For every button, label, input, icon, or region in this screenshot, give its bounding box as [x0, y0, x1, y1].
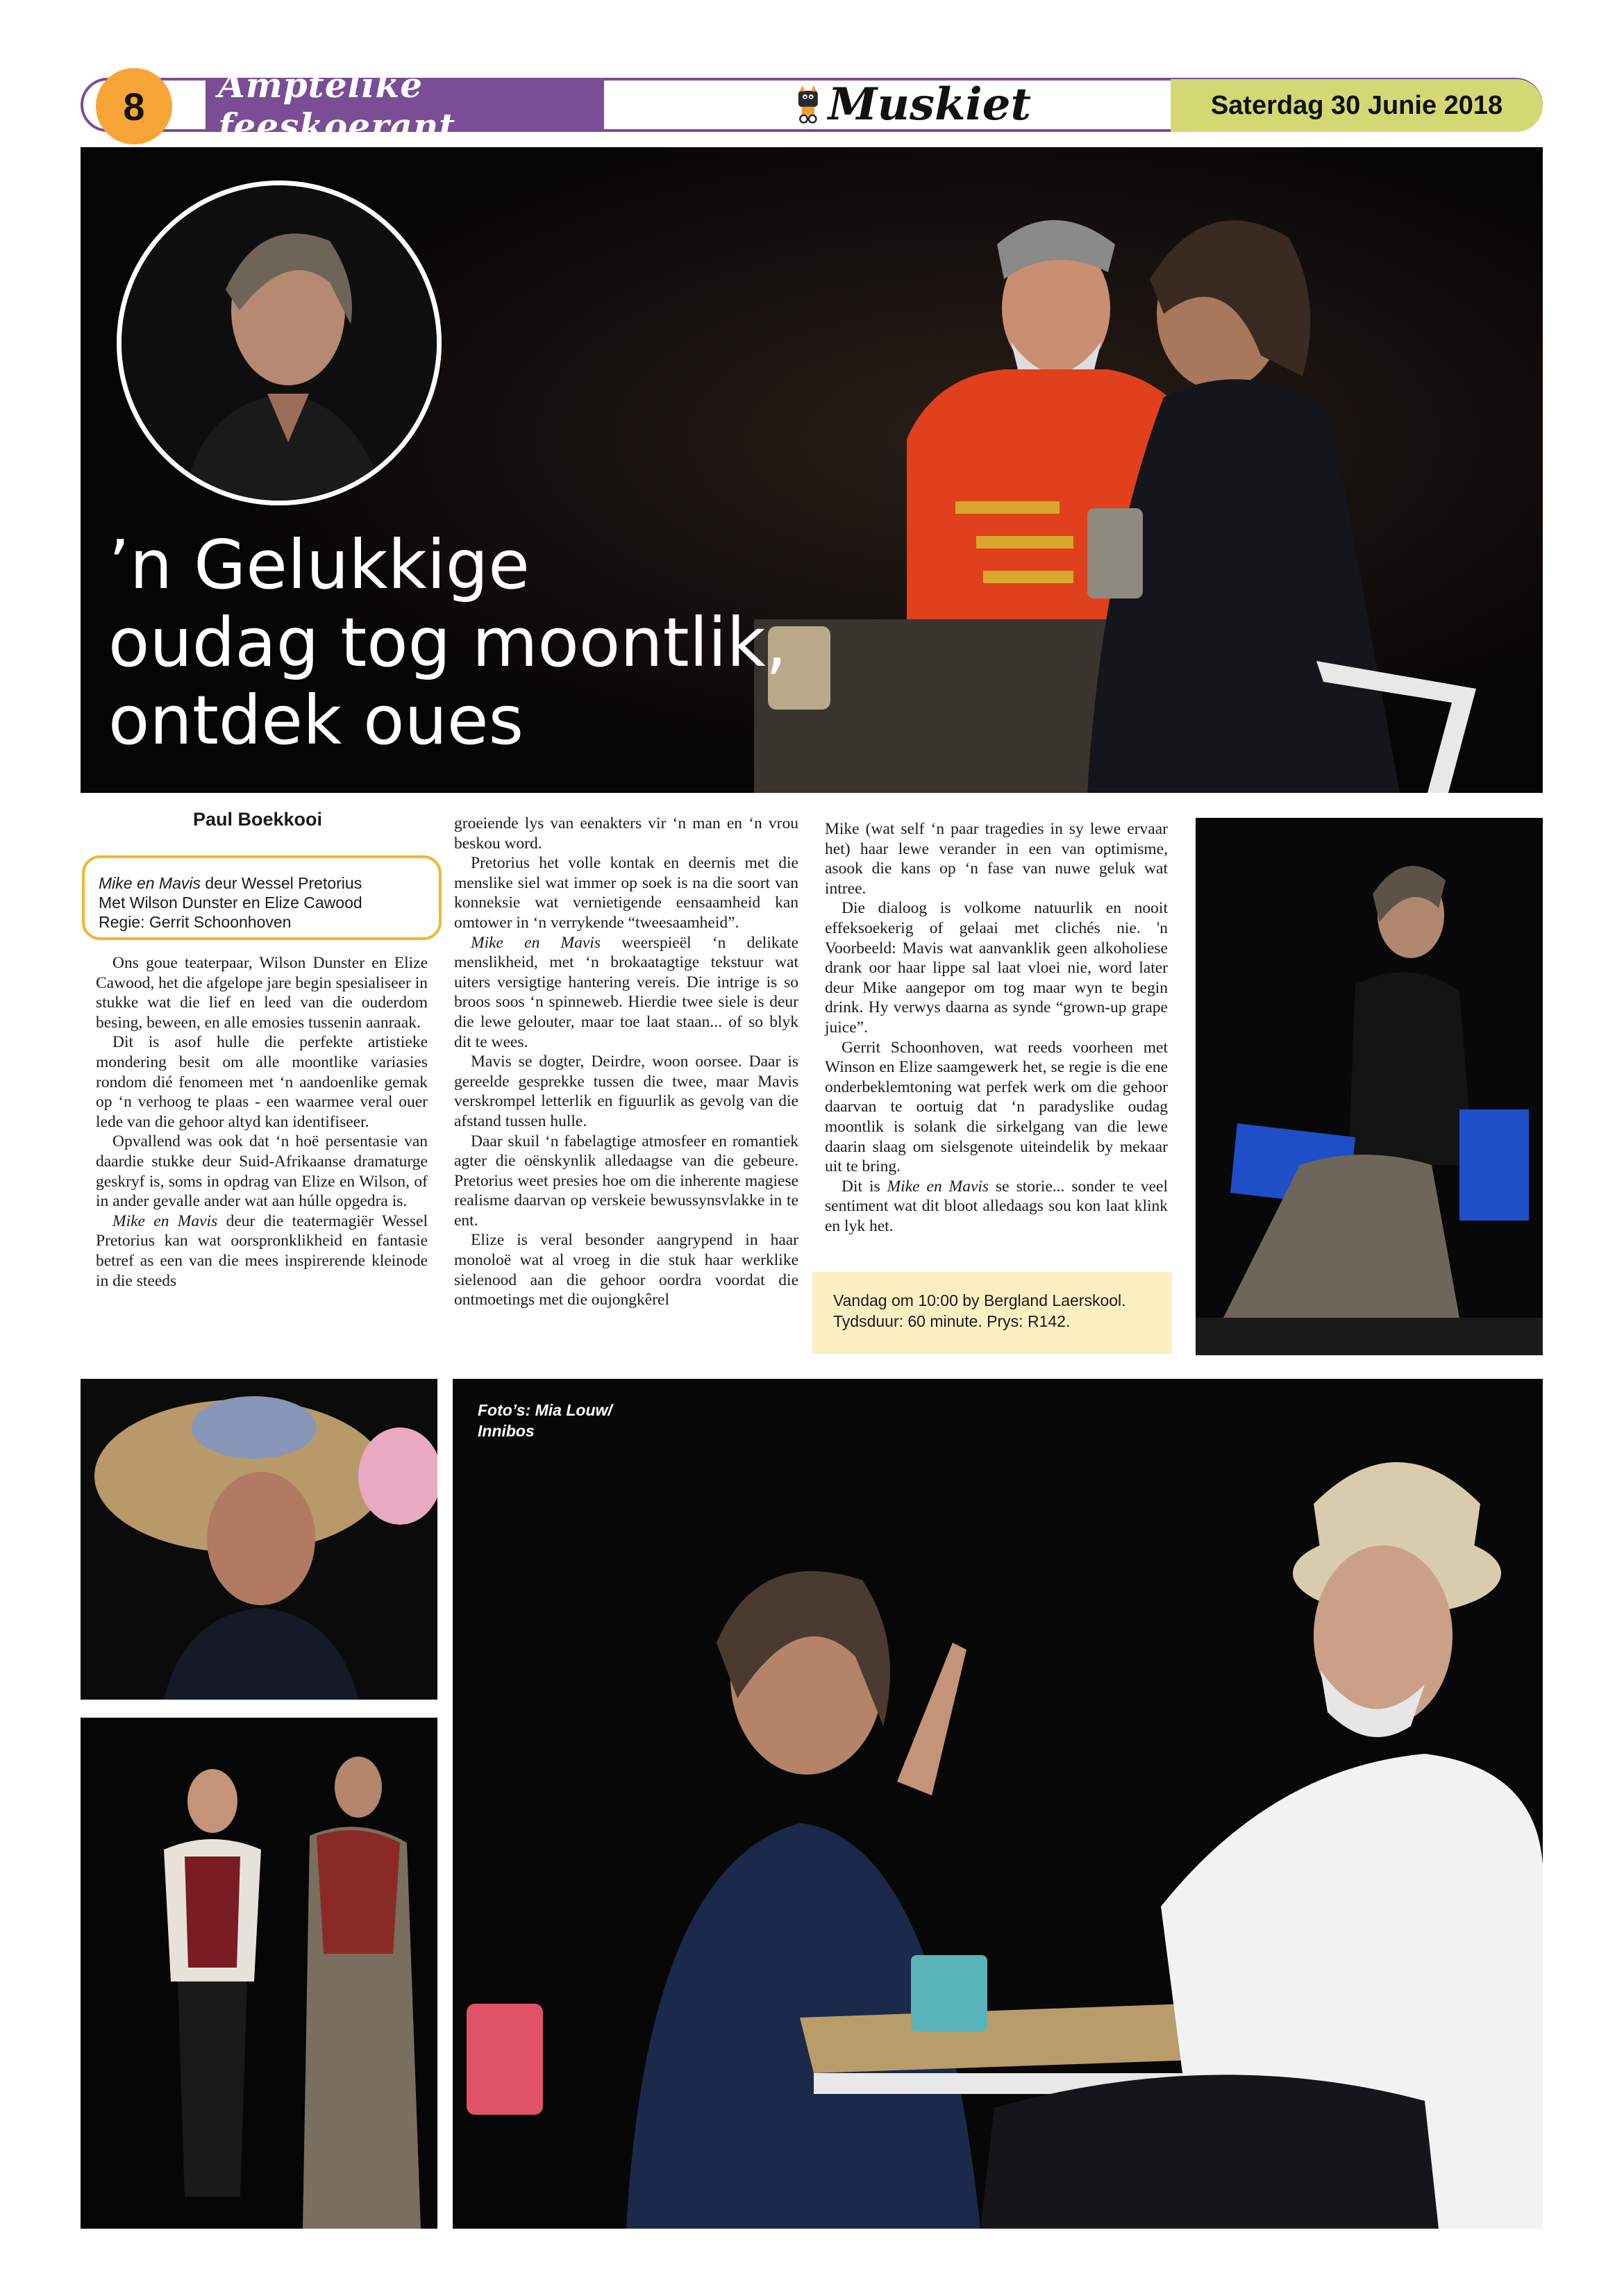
event-info-box: [812, 1272, 1172, 1354]
stage-scene-woman-chair: [1196, 818, 1543, 1355]
paragraph: [454, 933, 798, 1053]
play-title: Mike en Mavis: [112, 1212, 218, 1230]
paragraph-text: se storie... sonder te veel sentiment wat dit bloot alledaags sou kon laat klink en lyk het.: [825, 1177, 1168, 1235]
credits-title-line: [99, 873, 426, 893]
credits-title: Mike en Mavis: [99, 874, 201, 892]
paragraph: Daar skuil ‘n fabelagtige atmosfeer en romantiek agter die oënskynlik alledaagse van die gebeure. Pretorius weet presies hoe om die inherente magiese realisme daarvan op verskeie bewussynsvlakke in te ent.: [454, 1132, 798, 1230]
paragraph: groeiende lys van eenakters vir ‘n man en ‘n vrou beskou word.: [454, 814, 798, 853]
paragraph: Mavis se dogter, Deirdre, woon oorsee. Daar is gereelde gesprekke tussen die twee, maar Mavis verskrompel letterlik en figuurlik as gevolg van die afstand tussen hulle.: [454, 1053, 798, 1130]
headline: [108, 526, 789, 760]
credits-author: deur Wessel Pretorius: [200, 874, 362, 892]
paragraph: Dit is asof hulle die perfekte artistieke mondering besit om alle moontlike variasies rondom dié fenomeen met ‘n aandoenlike gemak op ‘n verhoog te plaas - een waarmee veral ouer lede van die gehoor altyd kan identifiseer.: [96, 1033, 428, 1131]
photo-credit-line-1: Foto’s: Mia Louw/: [478, 1401, 612, 1419]
portrait-woman: [122, 185, 437, 501]
paragraph: [825, 1177, 1168, 1237]
page-number: 8: [96, 68, 172, 144]
event-time-venue: Vandag om 10:00 by Bergland Laerskool.: [833, 1291, 1126, 1309]
article-column-2: [454, 814, 798, 1310]
stage-scene-hat: [81, 1379, 437, 1700]
paragraph: Elize is veral besonder aangrypend in haar monoloë wat al vroeg in die stuk haar werklike sielenood aan die gehoor oordra voordat die ontmoetings met die oujongkêrel: [454, 1231, 798, 1309]
paragraph-text: Dit is: [842, 1177, 887, 1196]
portrait-photo: [117, 181, 442, 505]
stage-scene-table: [453, 1379, 1543, 2229]
mosquito-mascot-icon: [795, 64, 821, 144]
play-title: Mike en Mavis: [471, 933, 601, 952]
photo-woman-in-chair: [1196, 818, 1543, 1355]
paragraph: Mike (wat self ‘n paar tragedies in sy lewe ervaar het) haar lewe verander in een van optimisme, asook die kans op ‘n fase van nuwe geluk wat intree.: [825, 820, 1168, 898]
paragraph-text: weerspieël ‘n delikate menslikheid, met ‘n brokaatagtige tekstuur wat uiters versigtige hantering vereis. Die intrige is so broos soos ‘n spinneweb. Hierdie twee siele is deur die lewe gelouter, maar toe laat staan... of so blyk dit te wees.: [454, 933, 799, 1051]
headline-line-2: oudag tog moontlik,: [108, 603, 787, 682]
headline-line-1: ’n Gelukkige: [108, 526, 530, 604]
brand: [795, 62, 1031, 146]
paragraph: Die dialoog is volkome natuurlik en nooit effeksoekerig of gelaai met clichés nie. 'n Voorbeeld: Mavis wat aanvanklik geen alkoholiese drank oor haar lippe sal laat vloei nie, word later deur Mike aangepor om tog maar wyn te begin drink. Hy verwys daarna as synde “grown-up grape juice”.: [825, 899, 1168, 1037]
photo-couple-at-table: [453, 1379, 1543, 2229]
photo-couple-standing: [81, 1718, 437, 2229]
paragraph-text: deur die teatermagiër Wessel Pretorius kan wat oorspronklikheid en fantasie betref as een van die mees inspirerende kleinode in die steeds: [96, 1212, 428, 1290]
section-title: Amptelike feeskoerant: [206, 79, 604, 132]
photo-woman-with-hat: [81, 1379, 437, 1700]
credits-director: Regie: Gerrit Schoonhoven: [99, 913, 292, 931]
issue-date: Saterdag 30 Junie 2018: [1171, 79, 1543, 132]
paragraph: [96, 1212, 428, 1291]
credits-box: [82, 855, 442, 940]
stage-scene-couple: [81, 1718, 437, 2229]
byline: Paul Boekkooi: [192, 809, 323, 830]
article-column-1: [96, 953, 428, 1291]
paragraph: Opvallend was ook dat ‘n hoë persentasie van daardie stukke deur Suid-Afrikaanse dramaturge geskryf is, soms in opdrag van Elize en Wilson, of in ander gevalle ander wat aan húlle opgedra is.: [96, 1132, 428, 1211]
brand-name: Muskiet: [828, 78, 1031, 131]
credits-cast: Met Wilson Dunster en Elize Cawood: [99, 894, 362, 912]
article-column-3: [825, 819, 1168, 1236]
paragraph: Ons goue teaterpaar, Wilson Dunster en Elize Cawood, het die afgelope jare begin spesialiseer in stukke wat die lief en leed van die ouderdom besing, beween, en alle emosies tussenin aanraak.: [96, 954, 428, 1032]
photo-credit: [478, 1400, 612, 1441]
photo-credit-line-2: Innibos: [478, 1422, 535, 1440]
event-duration-price: Tydsduur: 60 minute. Prys: R142.: [833, 1312, 1071, 1330]
paragraph: Gerrit Schoonhoven, wat reeds voorheen met Winson en Elize saamgewerk het, se regie is die ene onderbeklemtoning wat perfek werk om die gehoor daarvan te oortuig dat ‘n paradyslike oudag moontlik is solank die sirkelgang van die lewe daarin slaag om sielsgenote uiteindelik by mekaar uit te bring.: [825, 1038, 1168, 1176]
headline-line-3: ontdek oues: [108, 681, 524, 760]
play-title: Mike en Mavis: [887, 1177, 989, 1196]
paragraph: Pretorius het volle kontak en deernis met die menslike siel wat immer op soek is na die soort van konneksie wat vernietigende eensaamheid kan omtower in ‘n verrykende “tweesaamheid”.: [454, 854, 798, 932]
